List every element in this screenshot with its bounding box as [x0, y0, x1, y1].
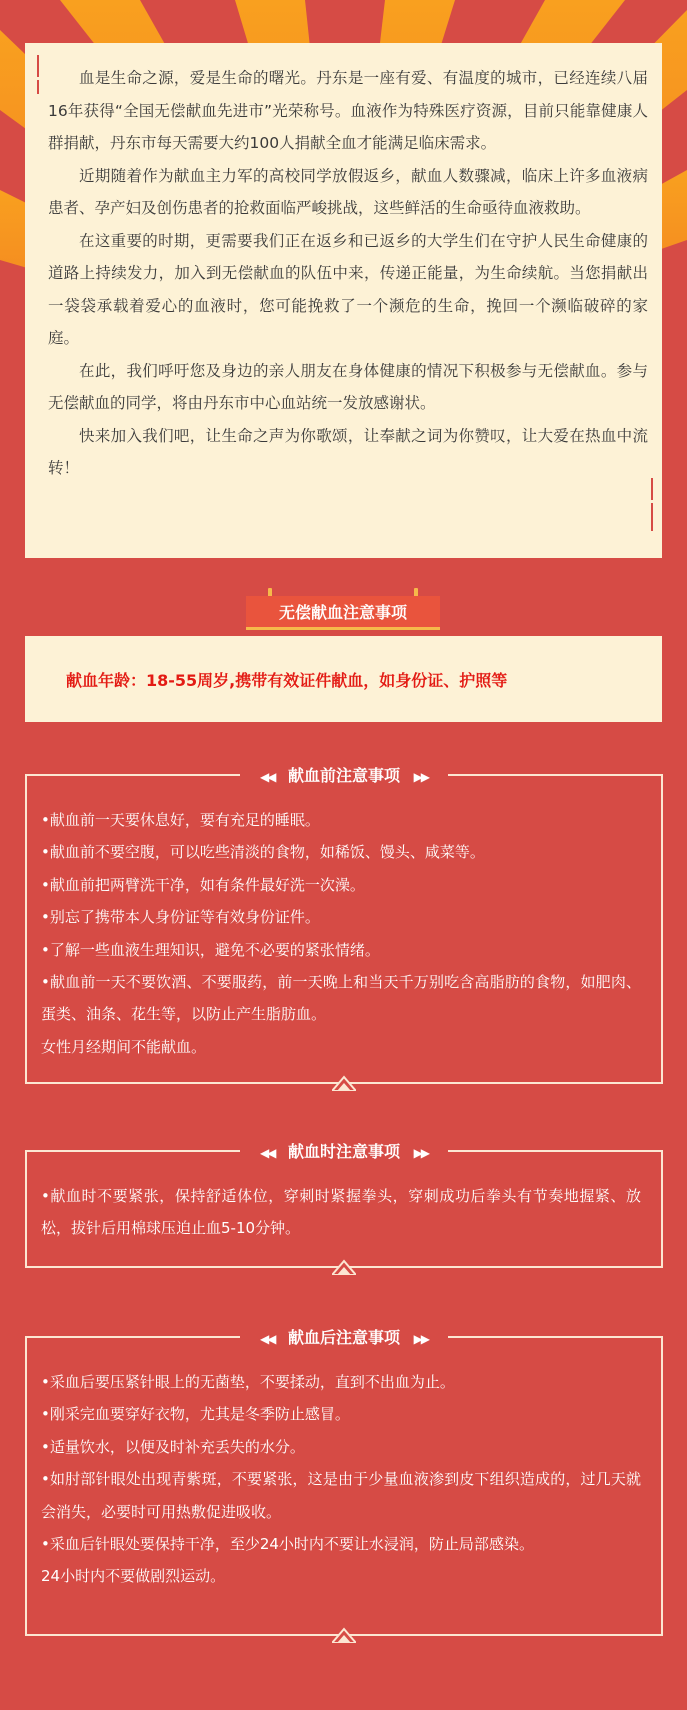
triangle-marker-icon [332, 1627, 356, 1643]
list-item: •采血后针眼处要保持干净，至少24小时内不要让水浸润，防止局部感染。 [41, 1535, 534, 1554]
list-item: •献血前一天不要饮酒、不要服药，前一天晚上和当天千万别吃含高脂肪的食物，如肥肉、蛋类、油条、花生等，以防止产生脂肪血。 [41, 973, 641, 1024]
section-header [27, 764, 661, 788]
decorative-line [37, 55, 39, 77]
notice-title: 无偿献血注意事项 [246, 596, 440, 630]
intro-paragraph: 在这重要的时期，更需要我们正在返乡和已返乡的大学生们在守护人民生命健康的道路上持续发力，加入到无偿献血的队伍中来，传递正能量，为生命续航。当您捐献出一袋袋承载着爱心的血液时，您可能挽救了一个濒危的生命，挽回一个濒临破碎的家庭。 [48, 231, 648, 347]
list-item: •献血前不要空腹，可以吃些清淡的食物，如稀饭、馒头、咸菜等。 [41, 843, 485, 862]
intro-paragraph: 快来加入我们吧，让生命之声为你歌颂，让奉献之词为你赞叹，让大爱在热血中流转！ [48, 426, 648, 477]
notice-banner [246, 588, 440, 632]
list-item: •刚采完血要穿好衣物，尤其是冬季防止感冒。 [41, 1405, 350, 1424]
section-title: 献血前注意事项 [287, 766, 400, 785]
list-item: •采血后要压紧针眼上的无菌垫，不要揉动，直到不出血为止。 [41, 1373, 455, 1391]
section-title: 献血后注意事项 [287, 1328, 400, 1347]
decorative-line [651, 478, 653, 500]
age-requirement-text: 献血年龄：18-55周岁,携带有效证件献血，如身份证、护照等 [66, 671, 508, 690]
section-title: 献血时注意事项 [287, 1142, 400, 1161]
section-header [27, 1140, 661, 1164]
intro-text [48, 62, 648, 485]
intro-paragraph: 近期随着作为献血主力军的高校同学放假返乡，献血人数骤减，临床上许多血液病患者、孕产妇及创伤患者的抢救面临严峻挑战，这些鲜活的生命亟待血液救助。 [48, 166, 648, 217]
list-item: •适量饮水，以便及时补充丢失的水分。 [41, 1437, 305, 1456]
tips-list [41, 1366, 641, 1593]
section-header [27, 1326, 661, 1350]
double-left-arrow-icon: ◀◀ [259, 1332, 275, 1346]
decorative-line [651, 503, 653, 531]
decorative-line [37, 80, 39, 94]
list-item: •了解一些血液生理知识，避免不必要的紧张情绪。 [41, 940, 380, 959]
section-after-donation [25, 1328, 663, 1636]
double-left-arrow-icon: ◀◀ [259, 770, 275, 784]
list-item: •献血时不要紧张，保持舒适体位，穿刺时紧握拳头，穿刺成功后拳头有节奏地握紧、放松，拔针后用棉球压迫止血5-10分钟。 [41, 1187, 641, 1238]
double-right-arrow-icon: ▶▶ [413, 1332, 429, 1346]
intro-paragraph: 在此，我们呼吁您及身边的亲人朋友在身体健康的情况下积极参与无偿献血。参与无偿献血的同学，将由丹东市中心血站统一发放感谢状。 [48, 361, 648, 412]
tips-list [41, 1180, 641, 1245]
triangle-marker-icon [332, 1259, 356, 1275]
double-right-arrow-icon: ▶▶ [413, 1146, 429, 1160]
section-before-donation [25, 766, 663, 1084]
list-item: •如肘部针眼处出现青紫斑，不要紧张，这是由于少量血液渗到皮下组织造成的，过几天就会消失，必要时可用热敷促进吸收。 [41, 1470, 641, 1521]
intro-paragraph: 血是生命之源，爱是生命的曙光。丹东是一座有爱、有温度的城市，已经连续八届16年获得“全国无偿献血先进市”光荣称号。血液作为特殊医疗资源，目前只能靠健康人群捐献，丹东市每天需要大约100人捐献全血才能满足临床需求。 [48, 69, 648, 152]
double-right-arrow-icon: ▶▶ [413, 770, 429, 784]
triangle-marker-icon [332, 1075, 356, 1091]
list-item: •别忘了携带本人身份证等有效身份证件。 [41, 908, 320, 927]
list-item: 女性月经期间不能献血。 [41, 1037, 207, 1056]
tips-list [41, 804, 641, 1063]
double-left-arrow-icon: ◀◀ [259, 1146, 275, 1160]
list-item: •献血前把两臂洗干净，如有条件最好洗一次澡。 [41, 875, 365, 894]
list-item: 24小时内不要做剧烈运动。 [41, 1567, 226, 1586]
list-item: •献血前一天要休息好，要有充足的睡眠。 [41, 811, 320, 829]
section-during-donation [25, 1142, 663, 1268]
